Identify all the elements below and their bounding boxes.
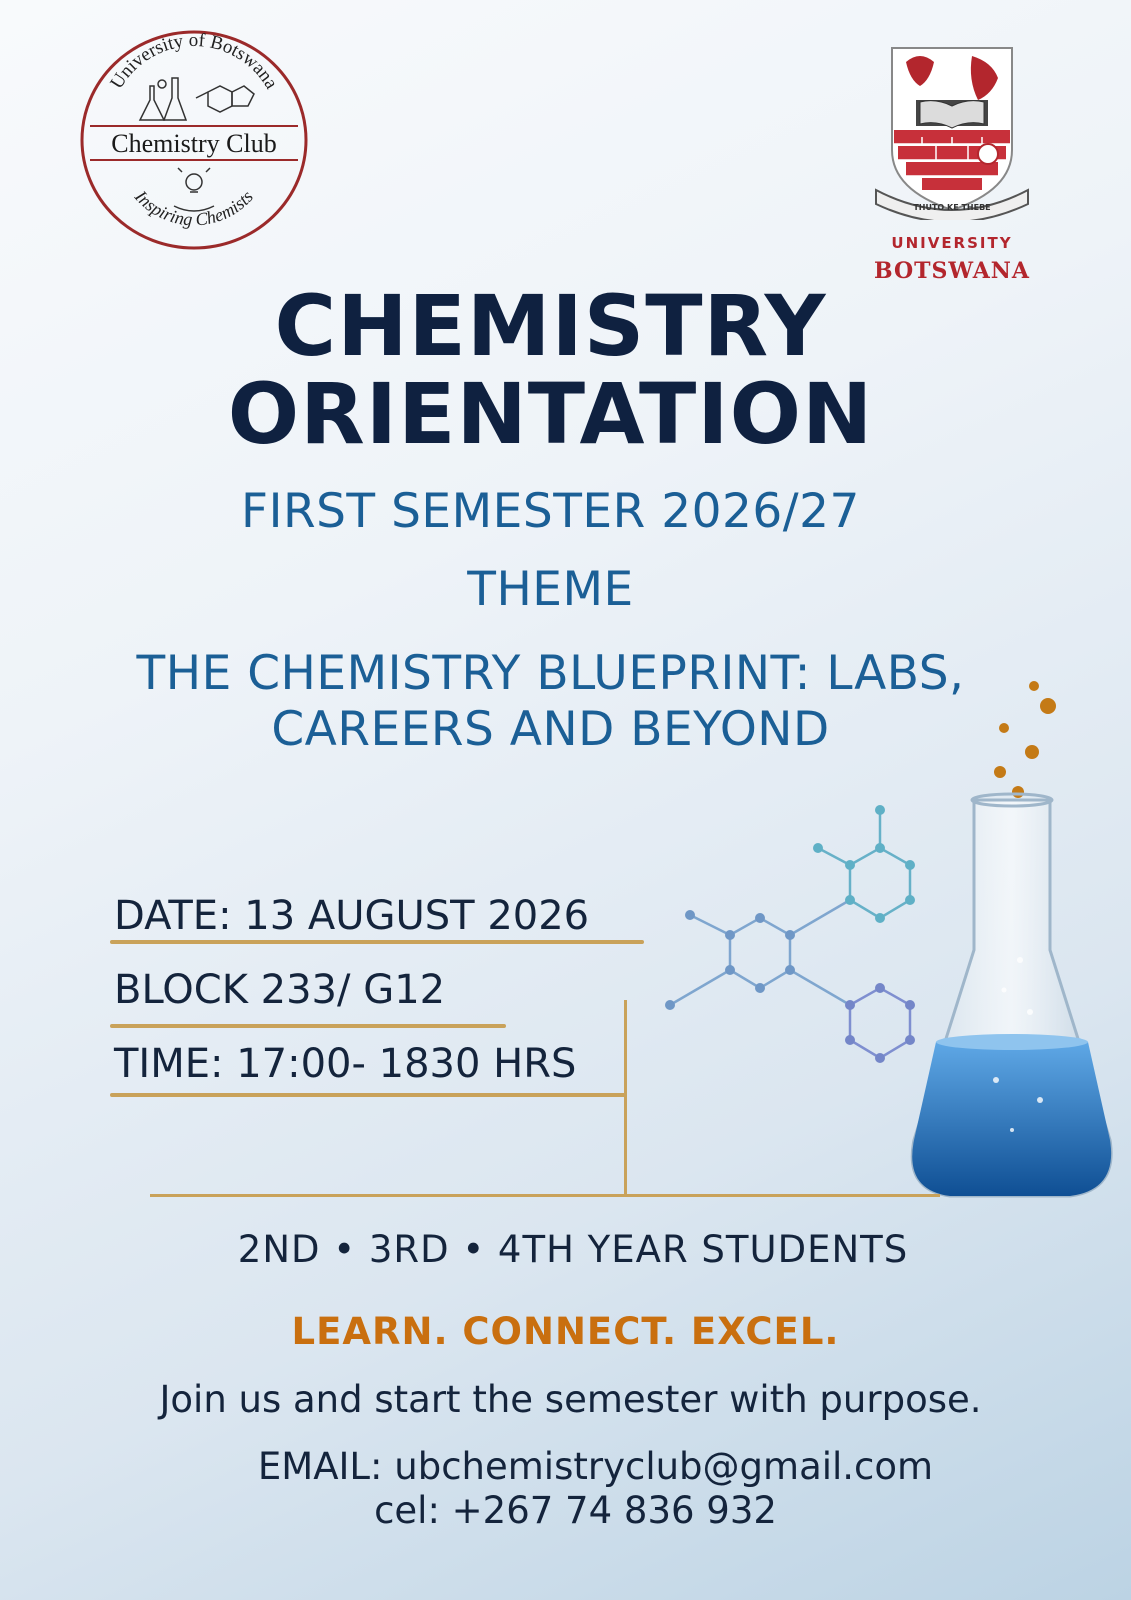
title-line2: ORIENTATION [227,365,874,463]
club-logo-top-arc: University of Botswana [106,29,282,93]
title-line1: CHEMISTRY [274,277,827,375]
club-logo-emblem [76,26,312,254]
time-underline [110,1093,626,1097]
theme-line1: THE CHEMISTRY BLUEPRINT: LABS, [136,646,965,701]
theme-label: THEME [467,562,634,617]
slogan-text: LEARN. CONNECT. EXCEL. [291,1310,840,1353]
university-name-line2: BOTSWANA [874,258,1030,284]
horizontal-divider [150,1194,940,1197]
club-logo [76,26,312,254]
contact-email: EMAIL: ubchemistryclub@gmail.com [257,1445,934,1488]
date-underline [110,940,644,944]
venue-underline [110,1024,506,1028]
contact-phone: cel: +267 74 836 932 [374,1489,777,1532]
university-logo [872,40,1032,290]
event-venue: BLOCK 233/ G12 [114,967,446,1013]
invitation-text: Join us and start the semester with purpose. [159,1378,982,1421]
event-date: DATE: 13 AUGUST 2026 [114,893,590,939]
flask-molecule-icon [140,78,254,120]
svg-text:University of Botswana [106,30,282,93]
club-logo-name: Chemistry Club [111,129,277,158]
event-time: TIME: 17:00- 1830 HRS [114,1041,577,1087]
theme-line2: CAREERS AND BEYOND [271,702,830,757]
molecule-structure-icon [660,800,940,1070]
vertical-divider [624,1000,627,1196]
erlenmeyer-flask-icon [900,670,1131,1230]
university-motto: THUTO KE THEBE [913,203,991,212]
semester-subtitle: FIRST SEMESTER 2026/27 [241,484,860,539]
audience-text: 2ND • 3RD • 4TH YEAR STUDENTS [237,1228,909,1271]
club-logo-bottom-arc: Inspiring Chemists [131,186,257,230]
lightbulb-icon [174,168,214,211]
university-crest-icon [872,40,1032,220]
university-name-line1: UNIVERSITY [891,234,1013,252]
